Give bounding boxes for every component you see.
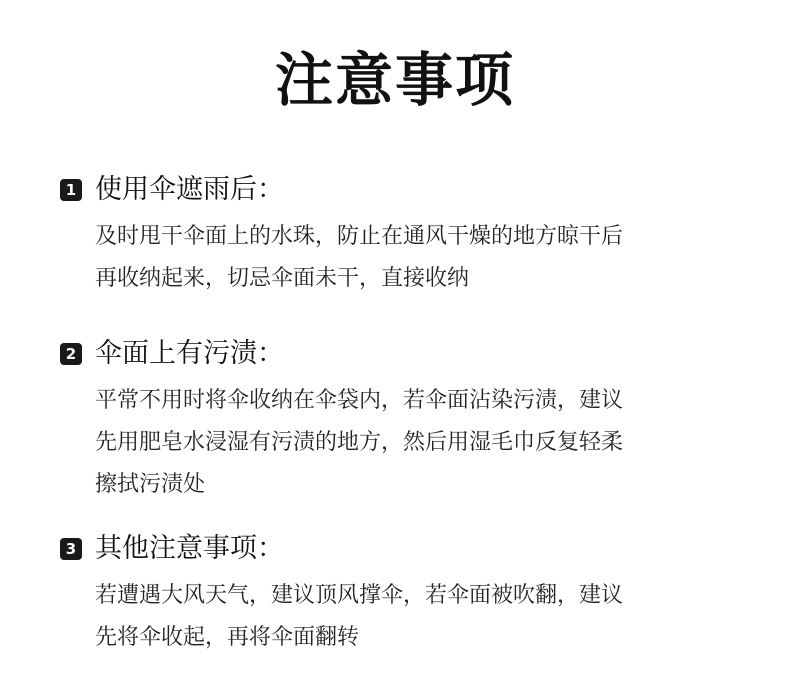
section-heading: 其他注意事项： <box>95 533 284 564</box>
body-line: 平常不用时将伞收纳在伞袋内，若伞面沾染污渍，建议 <box>95 388 624 413</box>
notice-section-1 <box>60 170 750 300</box>
body-line: 先用肥皂水浸湿有污渍的地方，然后用湿毛巾反复轻柔 <box>95 430 624 455</box>
section-heading: 伞面上有污渍： <box>95 338 284 369</box>
body-line: 及时甩干伞面上的水珠，防止在通风干燥的地方晾干后 <box>95 224 624 249</box>
section-header <box>60 334 750 374</box>
section-body <box>95 380 750 506</box>
section-header <box>60 170 750 210</box>
section-header <box>60 529 750 569</box>
notice-section-3 <box>60 529 750 659</box>
section-heading: 使用伞遮雨后： <box>95 174 284 205</box>
section-body <box>95 575 750 659</box>
number-badge: 3 <box>60 538 82 560</box>
body-line: 再收纳起来，切忌伞面未干，直接收纳 <box>95 266 470 291</box>
body-line: 先将伞收起，再将伞面翻转 <box>95 625 360 650</box>
number-badge: 1 <box>60 179 82 201</box>
body-line: 若遭遇大风天气，建议顶风撑伞，若伞面被吹翻，建议 <box>95 583 624 608</box>
number-badge: 2 <box>60 343 82 365</box>
page-title: 注意事项 <box>274 46 515 114</box>
body-line: 擦拭污渍处 <box>95 472 206 497</box>
section-body <box>95 216 750 300</box>
notice-section-2 <box>60 334 750 506</box>
